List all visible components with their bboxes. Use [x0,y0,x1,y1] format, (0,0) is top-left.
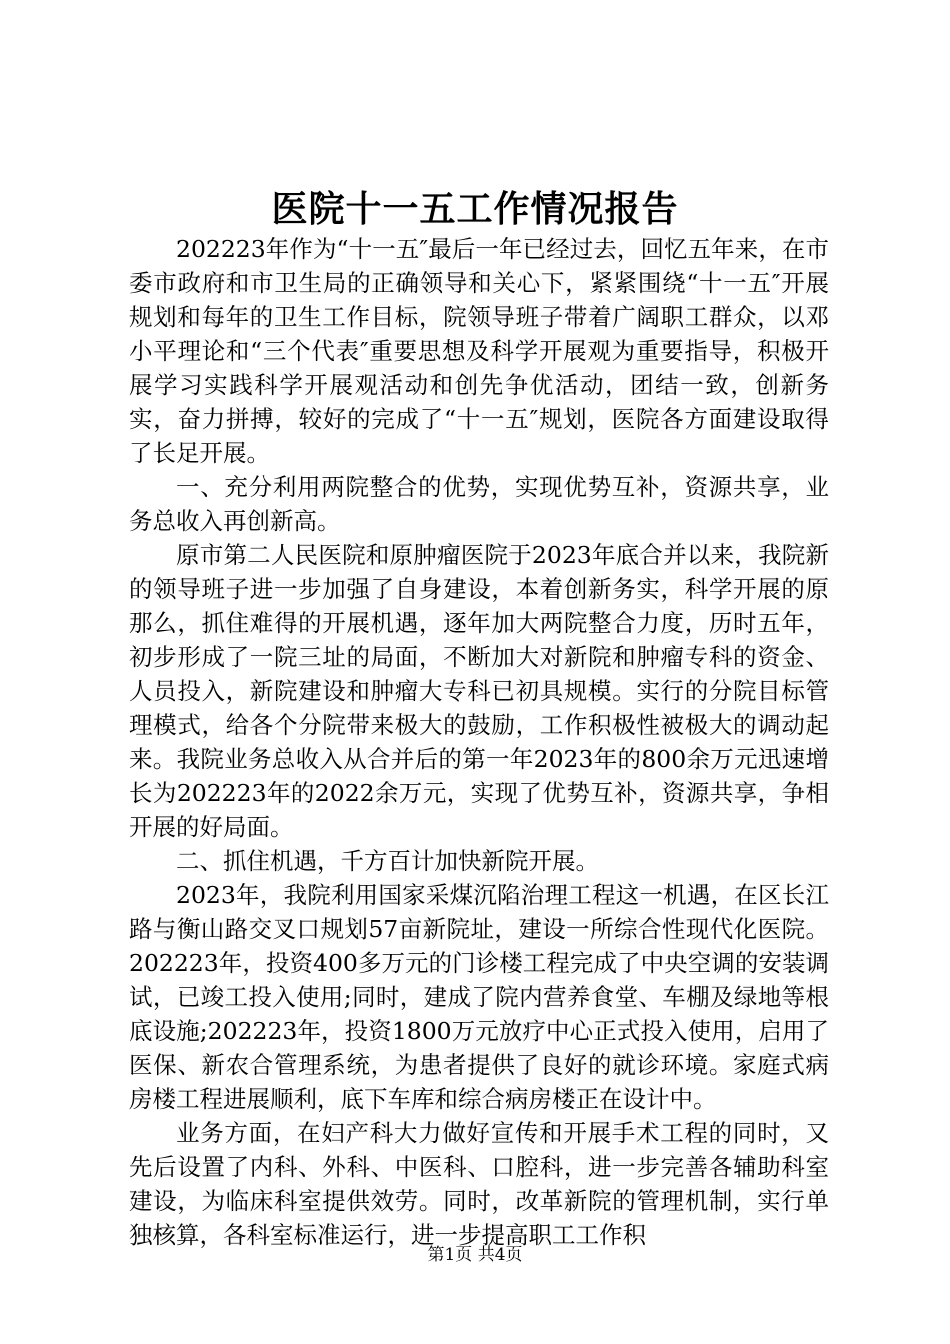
page-number: 第1页 共4页 [427,1245,523,1265]
paragraph-business: 业务方面，在妇产科大力做好宣传和开展手术工程的同时，又先后设置了内科、外科、中医科、口腔科，进一步完善各辅助科室建设，为临床科室提供效劳。同时，改革新院的管理机制，实行单独核算，各科室标准运行，进一步提高职工工作积 [129,1119,829,1249]
paragraph-intro: 202223年作为“十一五″最后一年已经过去，回忆五年来，在市委市政府和市卫生局的正确领导和关心下，紧紧围绕“十一五″开展规划和每年的卫生工作目标，院领导班子带着广阔职工群众，以邓小平理论和“三个代表″重要思想及科学开展观为重要指导，积极开展学习实践科学开展观活动和创先争优活动，团结一致，创新务实，奋力拼搏，较好的完成了“十一五″规划，医院各方面建设取得了长足开展。 [129,235,829,467]
document-title: 医院十一五工作情况报告 [271,188,679,230]
section-heading-2: 二、抓住机遇，千方百计加快新院开展。 [176,847,599,875]
section-heading-1: 一、充分利用两院整合的优势，实现优势互补，资源共享，业务总收入再创新高。 [129,473,829,535]
paragraph-new-campus: 2023年，我院利用国家采煤沉陷治理工程这一机遇，在区长江路与衡山路交叉口规划57亩新院址，建设一所综合性现代化医院。202223年，投资400多万元的门诊楼工程完成了中央空调的安装调试，已竣工投入使用;同时，建成了院内营养食堂、车棚及绿地等根底设施;202223年，投资1800万元放疗中心正式投入使用，启用了医保、新农合管理系统，为患者提供了良好的就诊环境。家庭式病房楼工程进展顺利，底下车库和综合病房楼正在设计中。 [129,881,829,1113]
document-body [129,232,829,1252]
paragraph-merger: 原市第二人民医院和原肿瘤医院于2023年底合并以来，我院新的领导班子进一步加强了自身建设，本着创新务实，科学开展的原那么，抓住难得的开展机遇，逐年加大两院整合力度，历时五年，初步形成了一院三址的局面，不断加大对新院和肿瘤专科的资金、人员投入，新院建设和肿瘤大专科已初具规模。实行的分院目标管理模式，给各个分院带来极大的鼓励，工作积极性被极大的调动起来。我院业务总收入从合并后的第一年2023年的800余万元迅速增长为202223年的2022余万元，实现了优势互补，资源共享，争相开展的好局面。 [129,541,829,841]
